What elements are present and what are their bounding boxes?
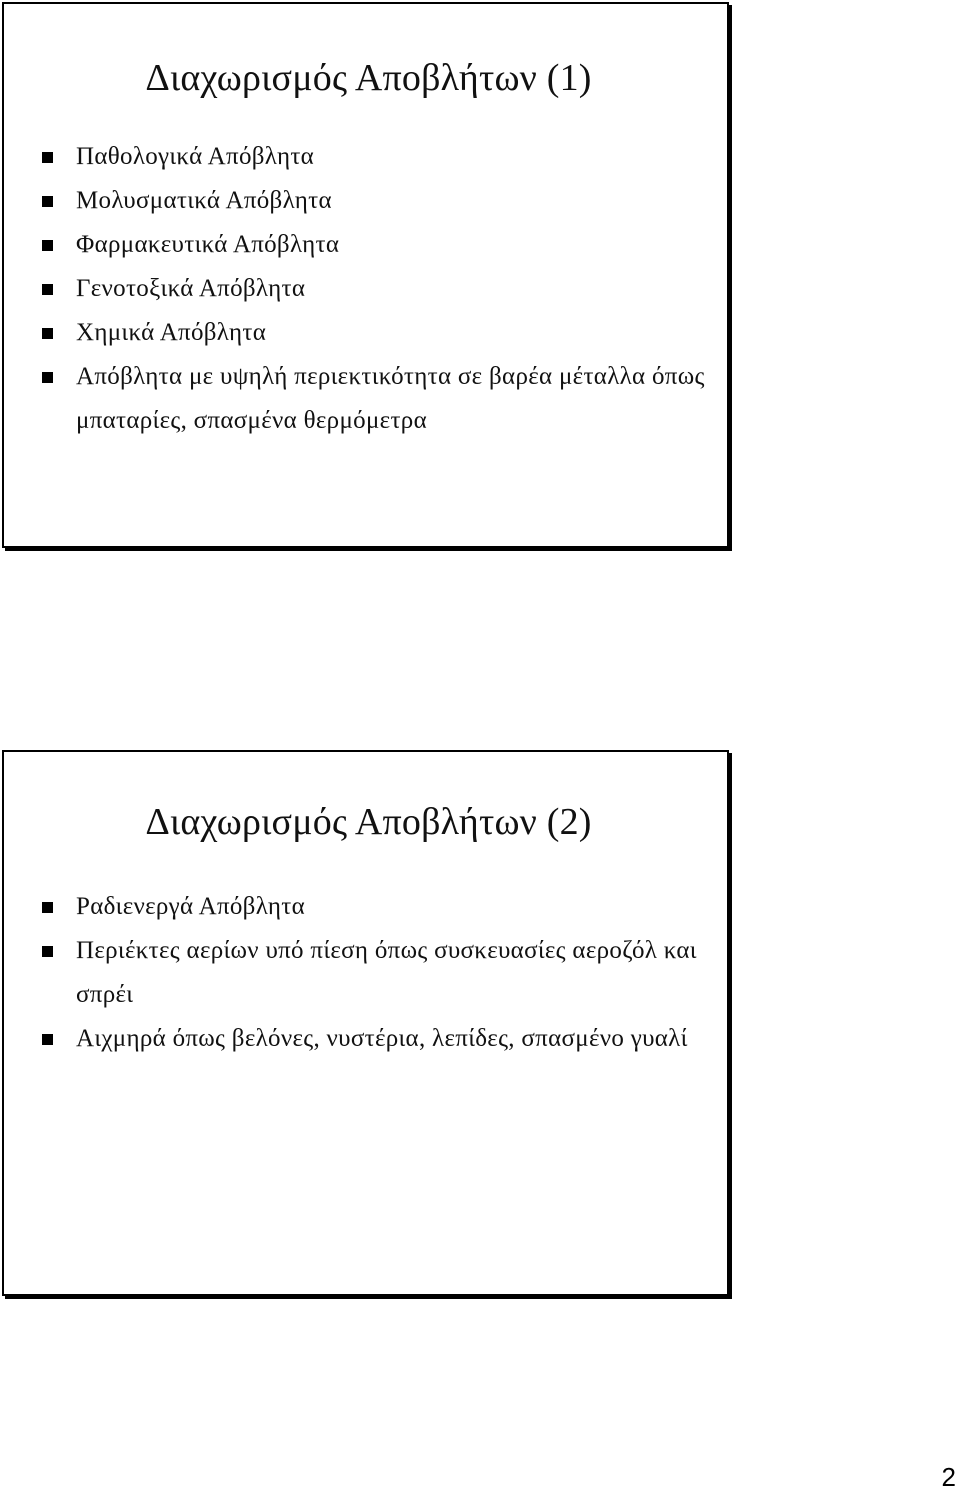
bullet-text: Γενοτοξικά Απόβλητα [76, 275, 306, 302]
bullet-item [42, 355, 707, 443]
bullet-item [42, 267, 707, 311]
bullet-text: Παθολογικά Απόβλητα [76, 143, 315, 170]
square-bullet-icon [42, 196, 53, 207]
square-bullet-icon [42, 328, 53, 339]
bullet-text: Μολυσματικά Απόβλητα [76, 187, 332, 214]
bullet-text: Απόβλητα με υψηλή περιεκτικότητα σε βαρέα μέταλλα όπως μπαταρίες, σπασμένα θερμόμετρα [76, 363, 705, 434]
bullet-item [42, 135, 707, 179]
slide-1-bullet-list [42, 135, 707, 443]
square-bullet-icon [42, 946, 53, 957]
bullet-item [42, 929, 707, 1017]
square-bullet-icon [42, 1034, 53, 1045]
bullet-item [42, 311, 707, 355]
square-bullet-icon [42, 902, 53, 913]
slide-1 [2, 2, 729, 548]
bullet-text: Αιχμηρά όπως βελόνες, νυστέρια, λεπίδες, σπασμένο γυαλί [76, 1025, 688, 1052]
bullet-item [42, 1017, 707, 1061]
slide-2-title: Διαχωρισμός Αποβλήτων (2) [145, 801, 592, 843]
page-number: 2 [941, 1462, 956, 1492]
square-bullet-icon [42, 372, 53, 383]
bullet-text: Χημικά Απόβλητα [76, 319, 267, 346]
bullet-text: Φαρμακευτικά Απόβλητα [76, 231, 340, 258]
slide-2-bullet-list [42, 885, 707, 1061]
square-bullet-icon [42, 240, 53, 251]
bullet-item [42, 179, 707, 223]
bullet-text: Ραδιενεργά Απόβλητα [76, 893, 306, 920]
bullet-item [42, 885, 707, 929]
bullet-item [42, 223, 707, 267]
square-bullet-icon [42, 284, 53, 295]
square-bullet-icon [42, 152, 53, 163]
slide-1-title: Διαχωρισμός Αποβλήτων (1) [145, 57, 592, 99]
bullet-text: Περιέκτες αερίων υπό πίεση όπως συσκευασίες αεροζόλ και σπρέι [76, 937, 697, 1008]
slide-2 [2, 750, 729, 1296]
